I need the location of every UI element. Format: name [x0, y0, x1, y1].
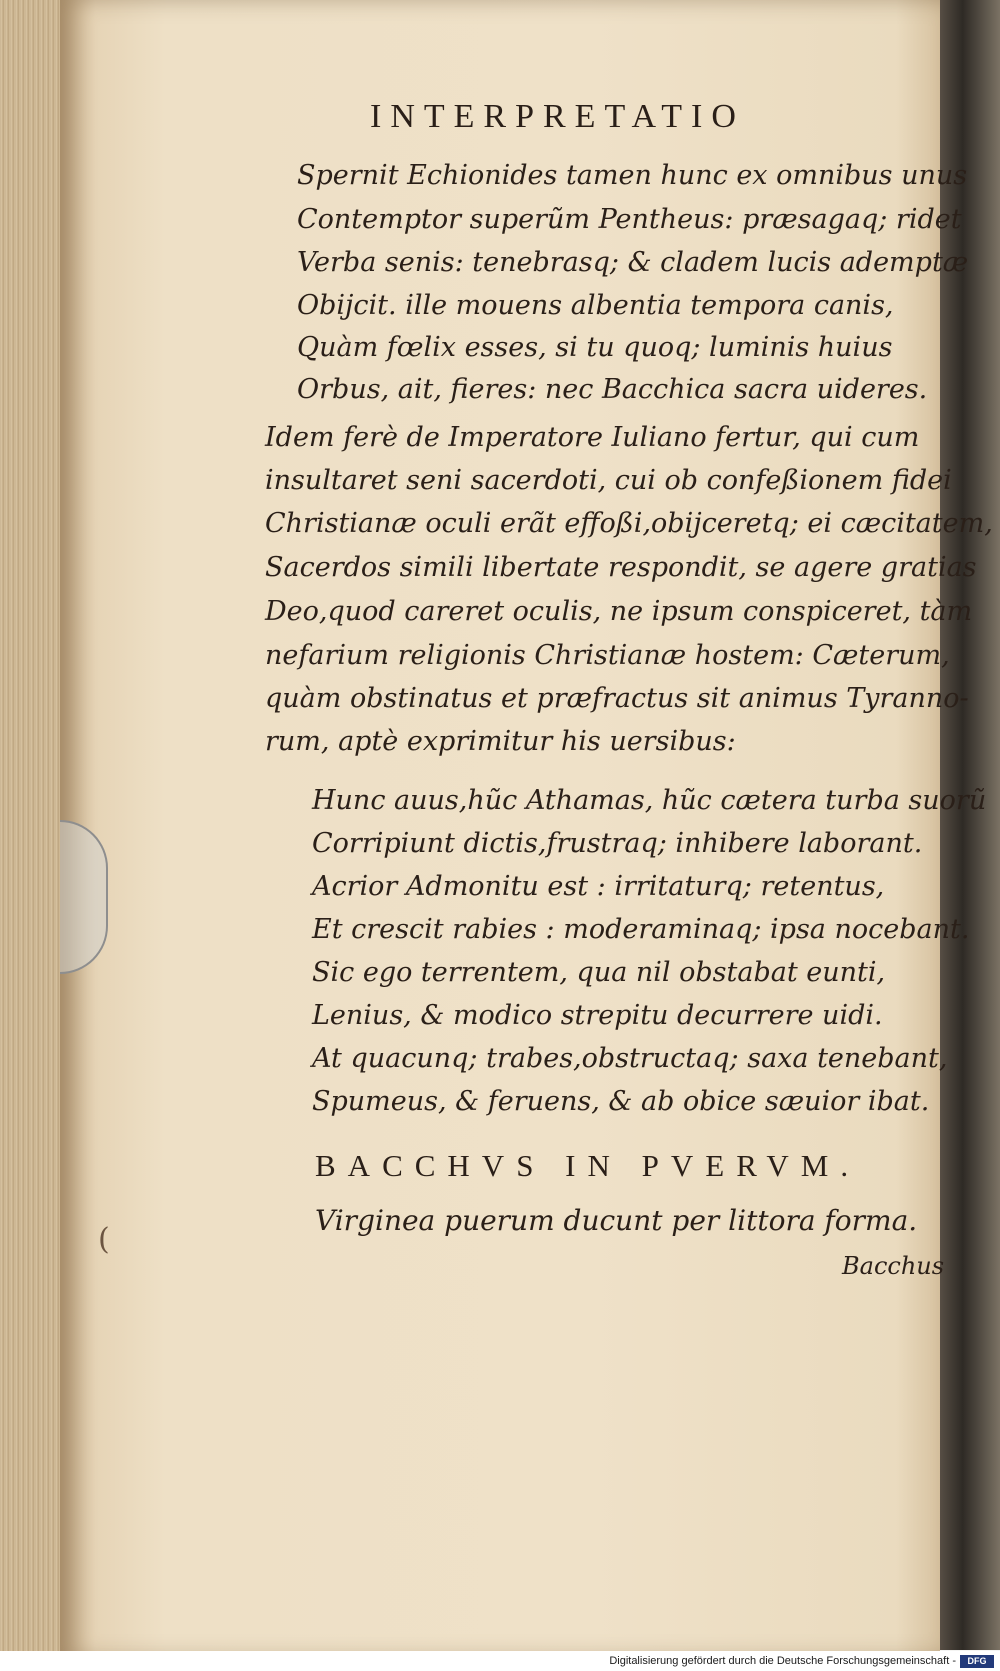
verse-line: Quàm fœlix esses, si tu quoq; luminis huius: [297, 332, 893, 363]
prose-line: Idem ferè de Imperatore Iuliano fertur, qui cum: [265, 422, 920, 453]
motto-line: Virginea puerum ducunt per littora forma.: [315, 1204, 918, 1237]
verse-line: Acrior Admonitu est : irritaturq; retentus,: [312, 871, 885, 902]
prose-line: Sacerdos simili libertate respondit, se agere gratias: [265, 552, 977, 583]
page-edges: [0, 0, 66, 1660]
verse-line: Et crescit rabies : moderaminaq; ipsa nocebant.: [312, 914, 970, 945]
verse-line: Hunc auus,hũc Athamas, hũc cætera turba suorũ: [312, 785, 987, 816]
verse-line: Verba senis: tenebrasq; & cladem lucis ademptæ: [297, 247, 969, 278]
verse-line: Spernit Echionides tamen hunc ex omnibus unus: [297, 160, 968, 191]
verse-line: Corripiunt dictis,frustraq; inhibere laborant.: [312, 828, 923, 859]
prose-line: Deo,quod careret oculis, ne ipsum conspiceret, tàm: [265, 596, 973, 627]
verse-line: Sic ego terrentem, qua nil obstabat eunti,: [312, 957, 886, 988]
verse-line: At quacunq; trabes,obstructaq; saxa tenebant,: [312, 1043, 948, 1074]
footer-bar: [0, 1651, 1000, 1671]
funding-credit: Digitalisierung gefördert durch die Deutsche Forschungsgemeinschaft -: [609, 1655, 956, 1667]
verse-line: Orbus, ait, fieres: nec Bacchica sacra uideres.: [297, 374, 928, 405]
prose-line: quàm obstinatus et præfractus sit animus Tyranno-: [265, 683, 969, 714]
clip-shadow: [60, 820, 108, 974]
dfg-logo: DFG: [960, 1655, 994, 1668]
prose-line: nefarium religionis Christianæ hostem: Cæterum,: [265, 640, 950, 671]
catchword: Bacchus: [842, 1252, 945, 1280]
prose-line: Christianæ oculi erãt effoßi,obijceretq; ei cæcitatem,: [265, 508, 993, 539]
running-head: INTERPRETATIO: [370, 98, 745, 135]
verse-line: Contemptor superũm Pentheus: præsagaq; ridet: [297, 204, 962, 235]
margin-mark: (: [98, 1222, 110, 1257]
prose-line: rum, aptè exprimitur his uersibus:: [265, 726, 736, 757]
section-heading: BACCHVS IN PVERVM.: [315, 1148, 861, 1183]
verse-line: Spumeus, & feruens, & ab obice sæuior ibat.: [312, 1086, 930, 1117]
prose-line: insultaret seni sacerdoti, cui ob confeßionem fidei: [265, 465, 952, 496]
verse-line: Obijcit. ille mouens albentia tempora canis,: [297, 290, 894, 321]
verse-line: Lenius, & modico strepitu decurrere uidi.: [312, 1000, 883, 1031]
